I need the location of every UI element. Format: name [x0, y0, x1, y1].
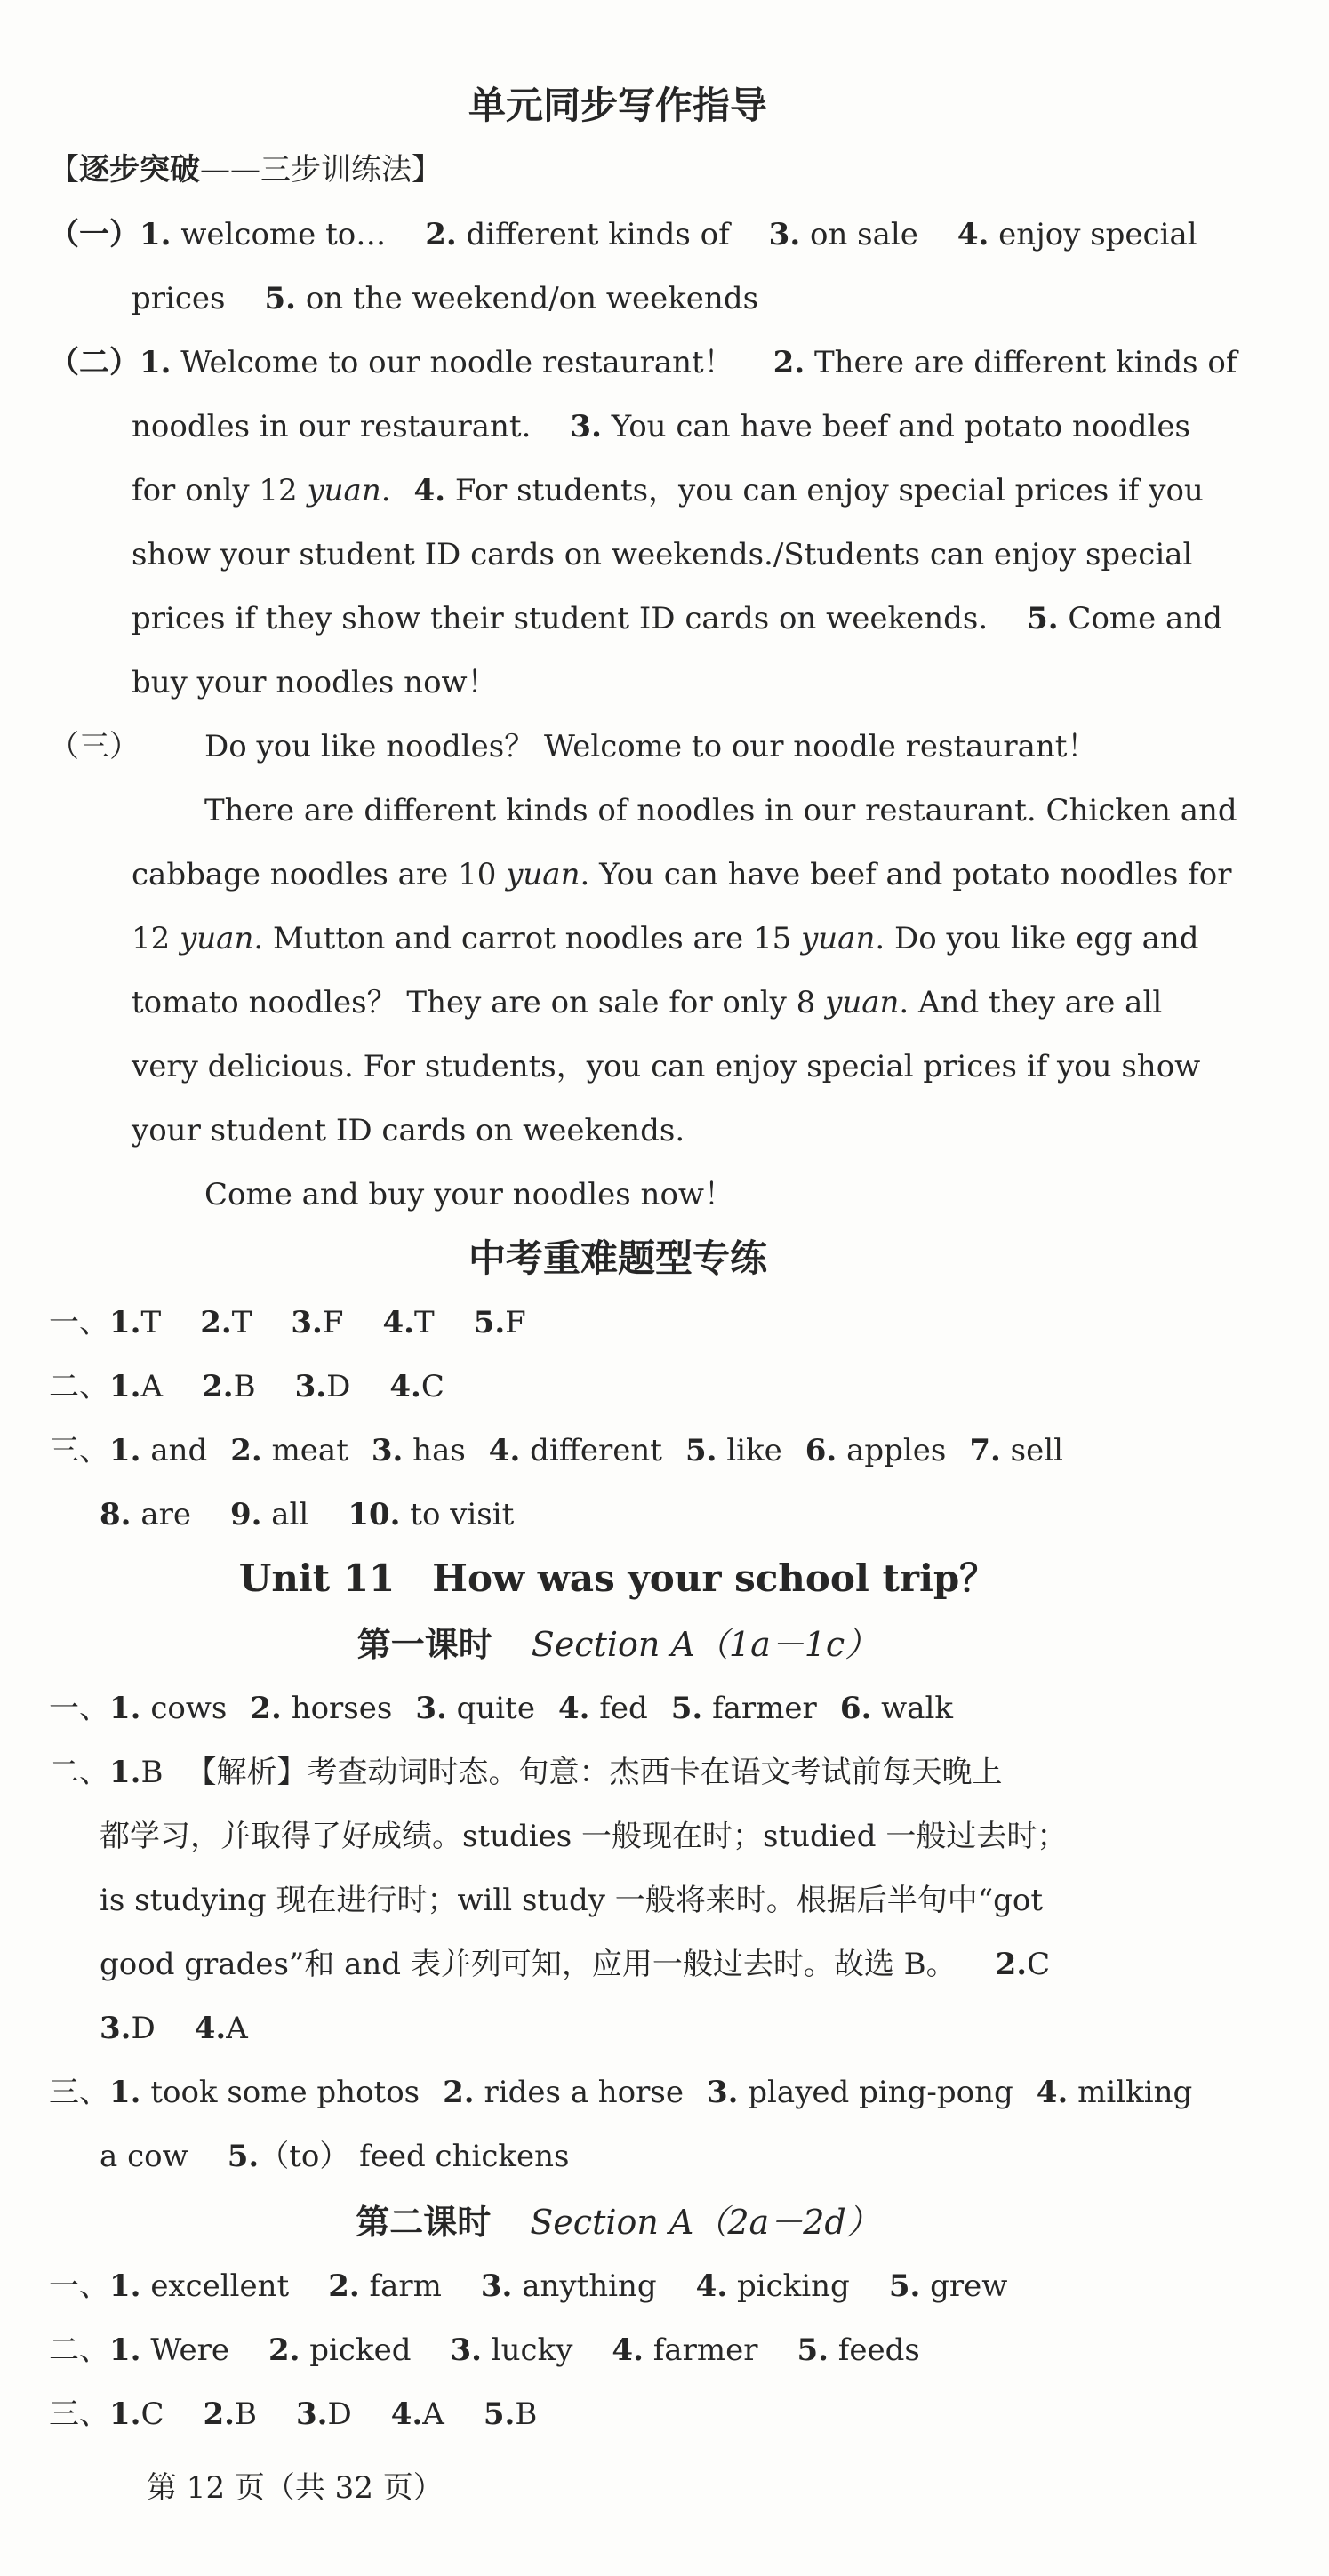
lesson1-row3: 三、1. took some photos 2. rides a horse 3. played ping-pong 4. milking [49, 2075, 1193, 2110]
part3-line7: your student ID cards on weekends. [132, 1113, 685, 1148]
part2-line3: for only 12 yuan. 4. For students，you can enjoy special prices if you [132, 473, 1204, 508]
unit-title: Unit 11 How was your school trip？ [238, 1556, 997, 1600]
lesson1-row2-line2: 都学习，并取得了好成绩。studies 一般现在时；studied 一般过去时； [100, 1819, 1068, 1854]
part3-line5: tomato noodles？ They are on sale for only 8 yuan. And they are all [132, 985, 1163, 1020]
part2-line1: （二）1. Welcome to our noodle restaurant！ 2. There are different kinds of [49, 345, 1237, 380]
part3-line8: Come and buy your noodles now！ [204, 1177, 735, 1212]
exam-row1: 一、1.T 2.T 3.F 4.T 5.F [49, 1305, 526, 1340]
part2-line4: show your student ID cards on weekends./Students can enjoy special [132, 537, 1193, 572]
section-title-writing: 单元同步写作指导 [468, 84, 767, 127]
part1-line2: prices 5. on the weekend/on weekends [132, 281, 759, 316]
part3-line2: There are different kinds of noodles in our restaurant. Chicken and [204, 793, 1237, 828]
part2-line2: noodles in our restaurant. 3. You can have beef and potato noodles [132, 409, 1190, 444]
part3-label: （三） [49, 729, 140, 764]
part1-line1: （一）1. welcome to… 2. different kinds of 3. on sale 4. enjoy special [49, 217, 1197, 252]
lesson1-row2-line1: 二、1.B 【解析】考查动词时态。句意：杰西卡在语文考试前每天晚上 [49, 1755, 1003, 1790]
lesson2-title: 第二课时 Section A（2a－2d） [356, 2202, 880, 2242]
part2-line5: prices if they show their student ID cards on weekends. 5. Come and [132, 601, 1223, 636]
page-footer: 第 12 页（共 32 页） [147, 2470, 444, 2506]
lesson2-row3: 三、1.C 2.B 3.D 4.A 5.B [49, 2396, 538, 2432]
lesson1-row2-line5: 3.D 4.A [100, 2011, 248, 2046]
lesson1-title: 第一课时 Section A（1a－1c） [356, 1624, 879, 1664]
method-heading: 【逐步突破——三步训练法】 [49, 152, 442, 188]
lesson1-row3-cont: a cow 5.（to） feed chickens [100, 2139, 570, 2174]
lesson1-row2-line4: good grades”和 and 表并列可知，应用一般过去时。故选 B。 2.C [100, 1947, 1051, 1982]
section-title-exam: 中考重难题型专练 [468, 1236, 767, 1280]
lesson1-row2-line3: is studying 现在进行时；will study 一般将来时。根据后半句中“got [100, 1883, 1044, 1918]
part3-line6: very delicious. For students，you can enjoy special prices if you show [132, 1049, 1201, 1084]
exam-row3-cont: 8. are 9. all 10. to visit [100, 1497, 515, 1532]
part3-line3: cabbage noodles are 10 yuan. You can have beef and potato noodles for [132, 857, 1232, 892]
part3-line1: Do you like noodles？ Welcome to our noodle restaurant！ [204, 729, 1098, 764]
exam-row3: 三、1. and 2. meat 3. has 4. different 5. like 6. apples 7. sell [49, 1433, 1063, 1468]
lesson2-row1: 一、1. excellent 2. farm 3. anything 4. picking 5. grew [49, 2268, 1008, 2304]
lesson1-row1: 一、1. cows 2. horses 3. quite 4. fed 5. farmer 6. walk [49, 1691, 953, 1726]
lesson2-row2: 二、1. Were 2. picked 3. lucky 4. farmer 5. feeds [49, 2332, 920, 2368]
part2-line6: buy your noodles now！ [132, 665, 498, 700]
part3-line4: 12 yuan. Mutton and carrot noodles are 15 yuan. Do you like egg and [132, 921, 1199, 956]
exam-row2: 二、1.A 2.B 3.D 4.C [49, 1369, 444, 1404]
